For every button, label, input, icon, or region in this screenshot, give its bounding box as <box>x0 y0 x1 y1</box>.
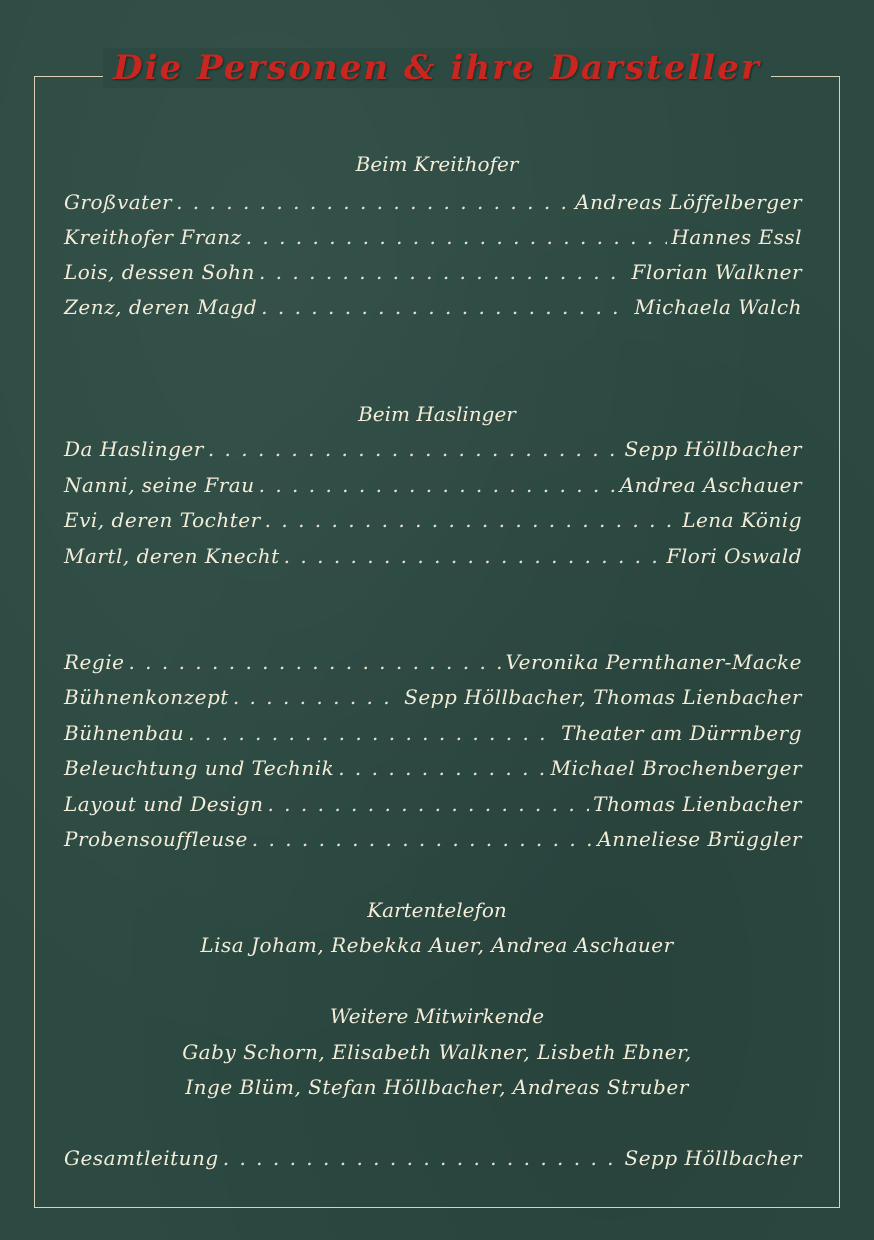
cast-row <box>64 295 802 323</box>
role-name: Kreithofer Franz <box>64 225 242 249</box>
cast-row <box>64 544 802 572</box>
crew-row <box>64 756 802 784</box>
cast-row <box>64 225 802 253</box>
crew-row <box>64 685 802 713</box>
actor-name: Michaela Walch <box>634 295 802 319</box>
dot-leader <box>208 437 621 461</box>
dot-leader <box>246 225 668 249</box>
role-name: Bühnenkonzept <box>64 685 229 709</box>
section-heading-haslinger: Beim Haslinger <box>358 402 516 426</box>
crew-row <box>64 650 802 678</box>
dot-leader <box>259 473 616 497</box>
actor-name: Veronika Pernthaner-Macke <box>505 650 802 674</box>
role-name: Regie <box>64 650 125 674</box>
dot-leader <box>267 792 589 816</box>
actor-name: Andrea Aschauer <box>619 473 802 497</box>
role-name: Nanni, seine Frau <box>64 473 255 497</box>
role-name: Zenz, deren Magd <box>64 295 258 319</box>
role-name: Lois, dessen Sohn <box>64 260 255 284</box>
crew-row <box>64 827 802 855</box>
role-name: Evi, deren Tochter <box>64 508 261 532</box>
dot-leader <box>233 685 400 709</box>
crew-row <box>64 721 802 749</box>
dot-leader <box>252 827 594 851</box>
page-title <box>0 48 874 88</box>
actor-name: Lena König <box>682 508 802 532</box>
actor-name: Andreas Löffelberger <box>575 190 802 214</box>
dot-leader <box>338 756 546 780</box>
actor-name: Thomas Lienbacher <box>593 792 802 816</box>
actor-name: Sepp Höllbacher, Thomas Lienbacher <box>404 685 802 709</box>
dot-leader <box>261 295 630 319</box>
page-title-text: Die Personen & ihre Darsteller <box>103 48 771 88</box>
cast-row <box>64 508 802 536</box>
role-name: Beleuchtung und Technik <box>64 756 335 780</box>
actor-name: Anneliese Brüggler <box>597 827 802 851</box>
dot-leader <box>265 508 679 532</box>
role-name: Bühnenbau <box>64 721 185 745</box>
others-line-1: Gaby Schorn, Elisabeth Walkner, Lisbeth Ebner, <box>182 1040 692 1064</box>
actor-name: Michael Brochenberger <box>550 756 802 780</box>
dot-leader <box>128 650 501 674</box>
section-heading-tickets: Kartentelefon <box>367 898 507 922</box>
actor-name: Theater am Dürrnberg <box>561 721 802 745</box>
others-line-2: Inge Blüm, Stefan Höllbacher, Andreas Struber <box>185 1075 689 1099</box>
dot-leader <box>284 544 663 568</box>
role-name: Probensouffleuse <box>64 827 248 851</box>
actor-name: Hannes Essl <box>671 225 802 249</box>
total-row <box>64 1146 802 1174</box>
section-heading-kreithofer: Beim Kreithofer <box>355 152 519 176</box>
dot-leader <box>259 260 628 284</box>
actor-name: Florian Walkner <box>631 260 802 284</box>
role-name: Großvater <box>64 190 173 214</box>
dot-leader <box>188 721 557 745</box>
cast-row <box>64 437 802 465</box>
role-name: Da Haslinger <box>64 437 204 461</box>
actor-name: Sepp Höllbacher <box>624 1146 802 1170</box>
cast-row <box>64 260 802 288</box>
cast-row <box>64 190 802 218</box>
section-heading-others: Weitere Mitwirkende <box>329 1004 545 1028</box>
ticket-contacts: Lisa Joham, Rebekka Auer, Andrea Aschauer <box>200 933 674 957</box>
role-name: Layout und Design <box>64 792 264 816</box>
role-name: Martl, deren Knecht <box>64 544 280 568</box>
cast-row <box>64 473 802 501</box>
actor-name: Sepp Höllbacher <box>624 437 802 461</box>
crew-row <box>64 792 802 820</box>
actor-name: Flori Oswald <box>666 544 802 568</box>
dot-leader <box>176 190 571 214</box>
dot-leader <box>223 1146 621 1170</box>
role-name: Gesamtleitung <box>64 1146 219 1170</box>
